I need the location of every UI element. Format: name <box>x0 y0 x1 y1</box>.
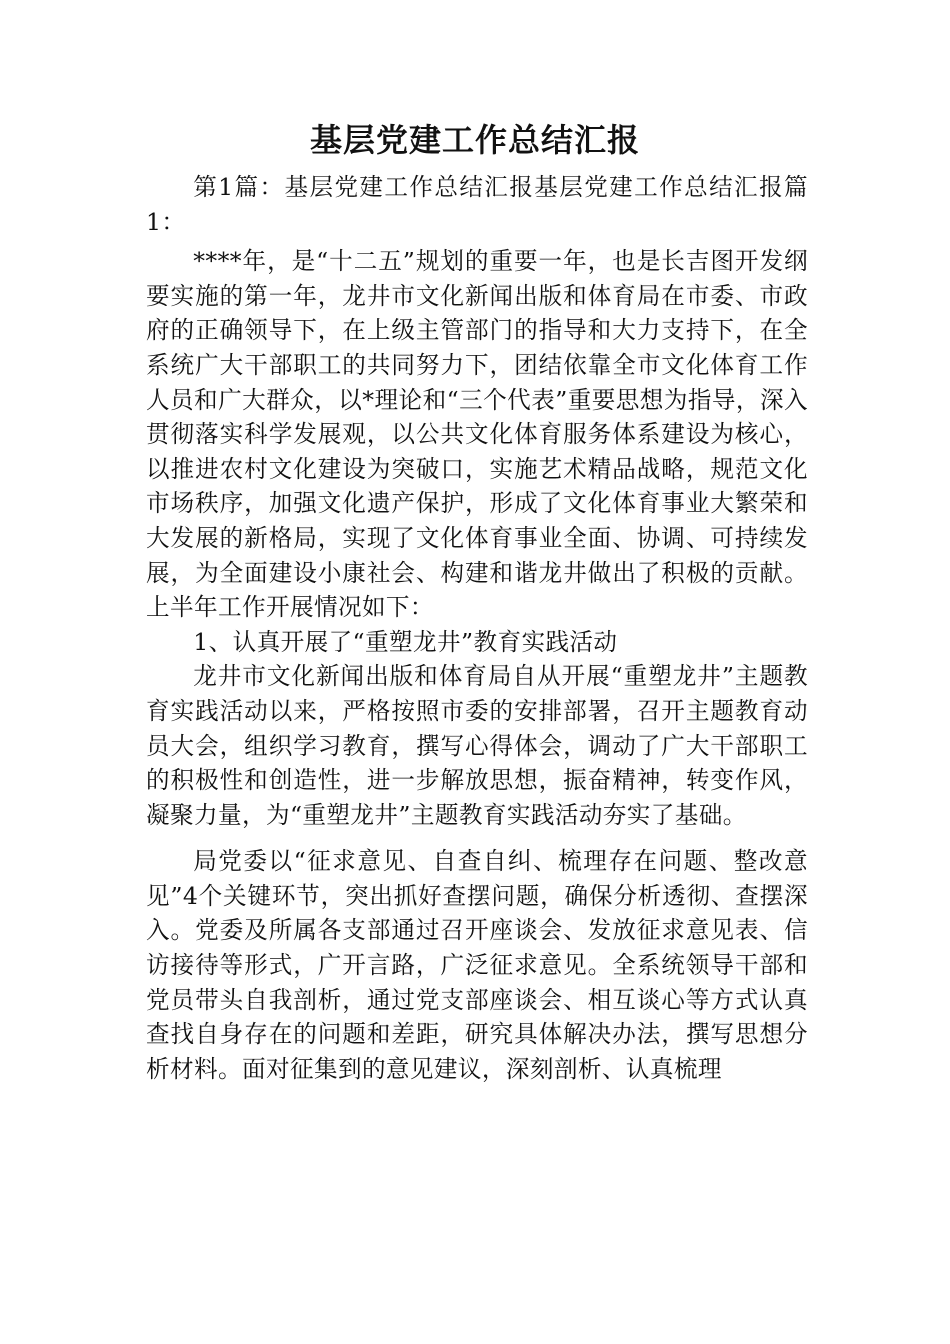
paragraph-activity: 龙井市文化新闻出版和体育局自从开展“重塑龙井”主题教育实践活动以来，严格按照市委的安排部署，召开主题教育动员大会，组织学习教育，撰写心得体会，调动了广大干部职工的积极性和创造性，进一步解放思想，振奋精神，转变作风，凝聚力量，为“重塑龙井”主题教育实践活动夯实了基础。 <box>146 662 808 829</box>
paragraph-intro: 第1篇：基层党建工作总结汇报基层党建工作总结汇报篇1： <box>146 173 808 236</box>
document-title: 基层党建工作总结汇报 <box>309 121 640 159</box>
paragraph-overview: ****年，是“十二五”规划的重要一年，也是长吉图开发纲要实施的第一年，龙井市文化新闻出版和体育局在市委、市政府的正确领导下，在上级主管部门的指导和大力支持下，在全系统广大干部职工的共同努力下，团结依靠全市文化体育工作人员和广大群众，以*理论和“三个代表”重要思想为指导，深入贯彻落实科学发展观，以公共文化体育服务体系建设为核心，以推进农村文化建设为突破口，实施艺术精品战略，规范文化市场秩序，加强文化遗产保护，形成了文化体育事业大繁荣和大发展的新格局，实现了文化体育事业全面、协调、可持续发展，为全面建设小康社会、构建和谐龙井做出了积极的贡献。上半年工作开展情况如下： <box>146 247 808 622</box>
document-body <box>146 170 808 1086</box>
section-heading: 1、认真开展了“重塑龙井”教育实践活动 <box>193 627 618 656</box>
paragraph-party-committee: 局党委以“征求意见、自查自纠、梳理存在问题、整改意见”4个关键环节，突出抓好查摆问题，确保分析透彻、查摆深入。党委及所属各支部通过召开座谈会、发放征求意见表、信访接待等形式，广开言路，广泛征求意见。全系统领导干部和党员带头自我剖析，通过党支部座谈会、相互谈心等方式认真查找自身存在的问题和差距，研究具体解决办法，撰写思想分析材料。面对征集到的意见建议，深刻剖析、认真梳理 <box>146 847 808 1083</box>
